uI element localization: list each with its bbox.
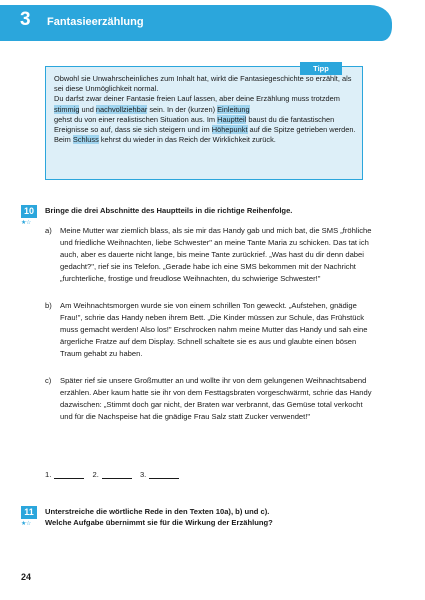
- chapter-number: 3: [20, 9, 31, 30]
- task-11-title-line-1: Unterstreiche die wörtliche Rede in den Texten 10a), b) und c).: [45, 507, 270, 516]
- item-a-text: Meine Mutter war ziemlich blass, als sie mir das Handy gab und mich bat, die SMS „fröhliche und friedliche Weihnachten, liebe Schwester" an meine Tante Maria zu schicken. Das tat ich auch, aber es dauerte nicht lange, bis meine Tante zurückrief. „Was hast du dir denn dabei gedacht?", rief sie ins Telefon. „Gerade habe ich eine SMS bekommen mit der Nachricht „furchterliche, frostige und freudlose Weihnachten, du schwierige Schwester!": [60, 226, 372, 283]
- tip-text-segment: auf die Spitze getrieben werden.: [247, 125, 356, 135]
- tip-text-segment: baust du die fantastischen Ereignisse so auf, dass sie sich steigern und im: [54, 114, 335, 135]
- task-11-title: [45, 507, 385, 528]
- answer-3-field[interactable]: [149, 470, 179, 479]
- highlight-hauptteil: Hauptteil: [217, 114, 247, 124]
- item-b-text: Am Weihnachtsmorgen wurde sie von einem schrillen Ton geweckt. „Aufstehen, gnädige Frau!", schrie das Handy neben ihrem Bett. „Die Kinder müssen zur Schule, das Frühstück muss gemacht werden! Also los!" Erschrocken nahm meine Mutter das Handy und sah eine ärgerliche Fratze auf dem Display. Schnell schaltete sie es aus und glaubte einen bösen Traum gehabt zu haben.: [60, 301, 368, 358]
- tip-text-segment: und: [79, 104, 96, 114]
- highlight-hoehepunkt: Höhepunkt: [211, 125, 248, 135]
- task-11-number: 11: [21, 506, 37, 519]
- task-11-difficulty-stars: ★☆: [21, 521, 31, 527]
- answer-2-label: 2.: [92, 470, 99, 479]
- task-10-number: 10: [21, 205, 37, 218]
- tip-text-segment: Beim: [54, 135, 73, 145]
- item-c-letter: c): [45, 376, 52, 385]
- answer-3-label: 3.: [139, 470, 147, 479]
- tip-paragraph-1: Obwohl sie Unwahrscheinliches zum Inhalt hat, wirkt die Fantasiegeschichte so erzählt, als sei diese Unmöglichkeit normal.: [54, 74, 352, 94]
- tip-text-segment: gehst du von einer realistischen Situation aus. Im: [54, 114, 218, 124]
- item-b-letter: b): [45, 301, 52, 310]
- chapter-header: [0, 5, 392, 41]
- highlight-nachvollziehbar: nachvollziehbar: [95, 104, 148, 114]
- highlight-einleitung: Einleitung: [217, 104, 250, 114]
- tip-text-segment: sein. In der (kurzen): [147, 104, 218, 114]
- answer-lines: [45, 470, 185, 479]
- task-10-difficulty-stars: ★☆: [21, 220, 31, 226]
- answer-1-label: 1.: [45, 470, 52, 479]
- highlight-schluss: Schluss: [72, 135, 99, 145]
- chapter-title: Fantasieerzählung: [47, 16, 144, 28]
- item-c-text: Später rief sie unsere Großmutter an und wollte ihr von dem gelungenen Weihnachtsabend erzählen. Aber kaum hatte sie ihr von dem Festtagsbraten vorgeschwärmt, schrie das Handy dazwischen: „Stimmt doch gar nicht, der Braten war verbrannt, das Gemüse total verkocht und für die Nachspeise hat die gnädige Frau Salz statt Zucker verwendet!": [60, 376, 372, 421]
- tip-text-segment: Du darfst zwar deiner Fantasie freien Lauf lassen, aber deine Erzählung muss trotzdem: [54, 94, 340, 104]
- page-number: 24: [21, 572, 32, 582]
- answer-1-field[interactable]: [54, 470, 84, 479]
- highlight-stimmig: stimmig: [54, 104, 80, 114]
- answer-2-field[interactable]: [102, 470, 132, 479]
- tip-paragraph-2: [54, 94, 359, 114]
- tip-text: [54, 74, 359, 145]
- tip-paragraph-3: [54, 115, 359, 135]
- tip-paragraph-4: [54, 135, 359, 145]
- tip-text-segment: kehrst du wieder in das Reich der Wirklichkeit zurück.: [98, 135, 276, 145]
- task-11-title-line-2: Welche Aufgabe übernimmt sie für die Wirkung der Erzählung?: [45, 517, 273, 527]
- tip-label: Tipp: [300, 62, 342, 75]
- task-10-title: Bringe die drei Abschnitte des Hauptteils in die richtige Reihenfolge.: [45, 206, 293, 215]
- item-a-letter: a): [45, 226, 52, 235]
